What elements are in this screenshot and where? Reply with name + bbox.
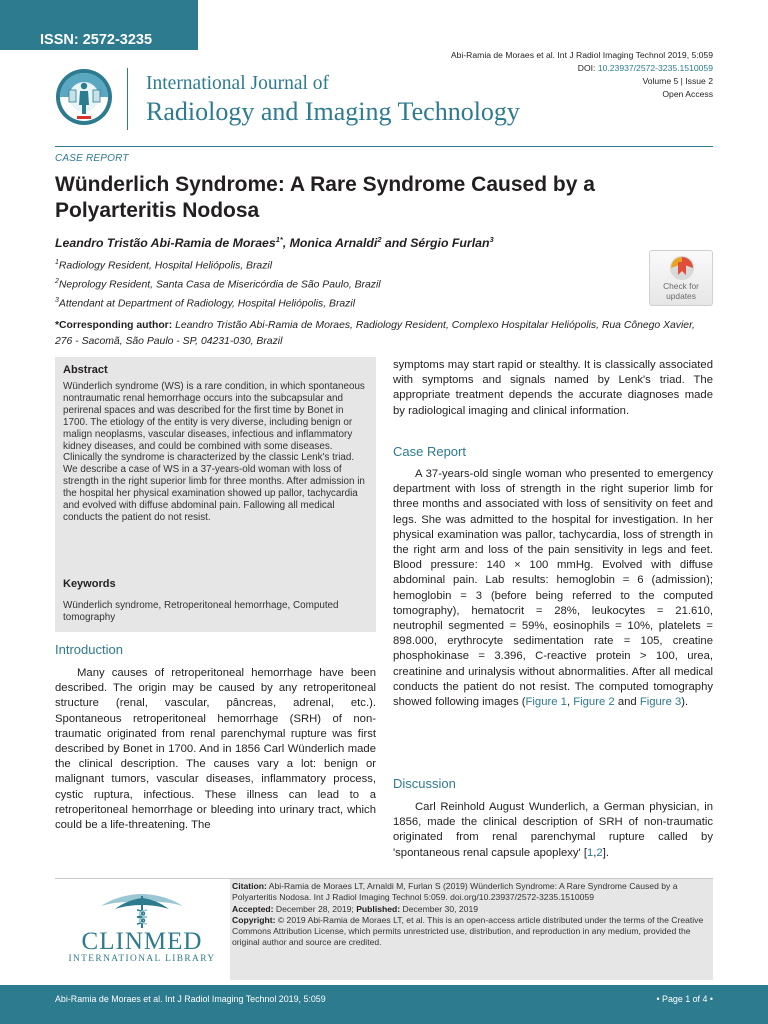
article-title: Wünderlich Syndrome: A Rare Syndrome Caused by a Polyarteritis Nodosa [55,173,595,222]
page-footer-bar [0,985,768,1024]
caduceus-icon [97,890,187,930]
author-1-sup: 1* [275,235,283,244]
abstract-box [55,357,376,632]
page-number: • Page 1 of 4 • [656,994,713,1004]
link-close: ). [681,696,689,709]
author-3-sup: 3 [489,235,494,244]
doi-line [451,62,713,75]
link-separator: , [566,696,574,709]
article-meta [451,49,713,101]
keywords-text: Wünderlich syndrome, Retroperitoneal hemorrhage, Computed tomography [63,600,339,623]
check-updates-label: Check for updates [663,281,699,301]
introduction-heading: Introduction [55,642,123,657]
clinmed-logo [62,888,222,968]
case-report-body [393,467,713,710]
volume-issue: Volume 5 | Issue 2 [642,76,713,87]
affiliation-2 [55,275,381,292]
published-date: December 30, 2019 [400,903,479,914]
figure-3-link[interactable]: Figure 3 [639,696,682,709]
introduction-continued [393,358,713,419]
author-2-sup: 2 [377,235,382,244]
open-access-label: Open Access [662,89,713,100]
affiliation-3 [55,294,355,311]
clinmed-wordmark: CLINMED [81,928,203,955]
citation-label: Citation: [232,881,267,891]
check-for-updates-badge[interactable] [649,250,713,306]
reference-close: ]. [602,846,609,859]
accepted-label: Accepted: [232,903,274,914]
affiliation-text: Attendant at Department of Radiology, Hospital Heliópolis, Brazil [58,298,355,310]
accepted-date: December 28, 2019; [273,903,357,914]
discussion-body [393,800,713,861]
discussion-text: Carl Reinhold August Wunderlich, a German physician, in 1856, made the clinical description of SRH of non-traumatic originated from renal parenchymal rupture called by 'spontaneous renal capsule apoplexy' [ [393,801,713,859]
figure-1-link[interactable]: Figure 1 [525,696,567,709]
citation-text: Abi-Ramia de Moraes LT, Arnaldi M, Furlan S (2019) Wünderlich Syndrome: A Rare Syndrome Caused by a Polyarteritis Nodosa. Int J Radiol Imaging Technol 5:059. doi.org/10.23937/2572-3235.1510059 [232,881,678,903]
figure-2-link[interactable]: Figure 2 [573,696,615,709]
affiliation-sup: 2 [55,278,59,285]
author-list [55,232,494,251]
reference-1-link[interactable]: 1 [586,846,594,859]
case-report-paragraph [393,467,713,710]
doi-label: DOI: [577,63,596,74]
clinmed-subtitle: INTERNATIONAL LIBRARY [68,954,216,964]
article-type: CASE REPORT [55,153,129,164]
case-report-heading: Case Report [393,444,466,459]
author-3: Sérgio Furlan [410,236,490,251]
footer-citation: Abi-Ramia de Moraes et al. Int J Radiol Imaging Technol 2019, 5:059 [55,994,326,1004]
corresponding-label: *Corresponding author: [55,320,173,331]
header-rule [55,146,713,147]
introduction-body [55,666,376,833]
journal-name-line2: Radiology and Imaging Technology [146,97,520,126]
author-1: Leandro Tristão Abi-Ramia de Moraes [55,236,276,251]
dates-line [232,904,713,915]
author-2: Monica Arnaldi [289,236,378,251]
affiliation-text: Neprology Resident, Santa Casa de Misericórdia de São Paulo, Brazil [58,279,381,291]
citation-short: Abi-Ramia de Moraes et al. Int J Radiol Imaging Technol 2019, 5:059 [450,50,713,60]
citation-line [232,881,713,904]
citation-box [230,879,713,980]
discussion-paragraph [393,800,713,861]
corresponding-author [55,318,715,350]
abstract-text: Wünderlich syndrome (WS) is a rare condition, in which spontaneous nontraumatic renal hemorrhage occurs into the subcapsular and perirenal spaces and was described for the first time by Bonet in 1700. The etiology of the entity is very diverse, including benign or malign neoplasms, vascular diseases, infectious and inflammatory kidney diseases, and could be combined with some diseases. Clinically the syndrome is characterized by the classic Lenk's triad. We describe a case of WS in a 37-years-old woman with loss of strength in the right superior limb for three months. After admission in the hospital her physical examination showed up pallor, tachycardia and evolved with diffuse abdominal pain. Fallowing all medical conducts the patient do not resist. [63,381,365,523]
journal-logo-icon [55,68,113,126]
author-sep: , [282,236,290,251]
discussion-heading: Discussion [393,776,456,791]
copyright-text: © 2019 Abi-Ramia de Moraes LT, et al. This is an open-access article distributed under the terms of the Creative Commons Attribution License, which permits unrestricted use, distribution, and reproduction in any medium, provided the original author and source are credited. [232,914,704,948]
issn-banner [0,0,198,50]
header-divider [127,68,128,130]
case-report-text: A 37-years-old single woman who presented to emergency department with loss of strength in the right superior limb for three months and associated with loss of sensitivity on feet and legs. She was admitted to the hospital for investigation. In her physical examination was pallor, tachycardia, loss of strength in the right arm and loss of the pain sensitivity in legs and feet. Blood pressure: 140 × 100 mmHg. Evolved with diffuse abdominal pain. Lab results: hemoglobin = 6 (admission); hemoglobin = 3 (before being referred to the computed tomography), hematocrit = 28%, leukocytes = 21.610, neutrophil segmented = 59%, eosinophils = 10%, platelets = 898.000, erythrocyte sedimentation rate = 105, creatine phosphokinase = 3.396, C-reactive protein > 100, urea, creatinine and urinalysis without abnormalities. After all medical conducts the patient do not resist. The computed tomography showed following images ( [393,468,713,709]
affiliation-text: Radiology Resident, Hospital Heliópolis, Brazil [58,260,273,272]
check-updates-icon [667,254,697,282]
introduction-continued-text: symptoms may start rapid or stealthy. It is classically associated with symptoms and signals named by Lenk's triad. The appropriate treatment depends the accurate diagnoses made by radiological imaging and clinical information. [393,359,713,417]
affiliation-1 [55,256,272,273]
affiliation-sup: 3 [55,297,59,304]
corresponding-text: Leandro Tristão Abi-Ramia de Moraes, Radiology Resident, Complexo Hospitalar Heliópolis, Rua Cônego Xavier, 276 - Sacomã, São Paulo - SP, 04231-030, Brazil [55,320,695,347]
copyright-label: Copyright: [232,914,276,925]
author-sep: and [381,236,411,251]
keywords-heading: Keywords [63,578,116,590]
link-separator: and [614,696,640,709]
abstract-heading: Abstract [63,364,108,376]
copyright-line [232,915,713,949]
journal-name-line1: International Journal of [146,73,330,94]
issn-text: ISSN: 2572-3235 [40,32,153,48]
reference-separator: , [593,846,597,859]
introduction-paragraph: Many causes of retroperitoneal hemorrhage have been described. The origin may be caused by any retroperitoneal structure (renal, vascular, pâncreas, adrenal, etc.). Spontaneous retroperitoneal hemorrhage (SRH) of non-traumatic originated from renal parenchymal rupture was first described by Bonet in 1700. And in 1856 Carl Wünderlich made the clinical description. The causes vary a lot: benign or malignant tumors, vascular diseases, inflammatory process, cystic ruptura, infectious. These illness can lead to a retroperitoneal hemorrhage or bleeding into urinary tract, which could be a life-threatening. The [55,667,376,832]
affiliation-sup: 1 [55,259,59,266]
reference-2-link[interactable]: 2 [596,846,603,859]
doi-link[interactable]: 10.23937/2572-3235.1510059 [597,63,713,74]
published-label: Published: [356,903,401,914]
